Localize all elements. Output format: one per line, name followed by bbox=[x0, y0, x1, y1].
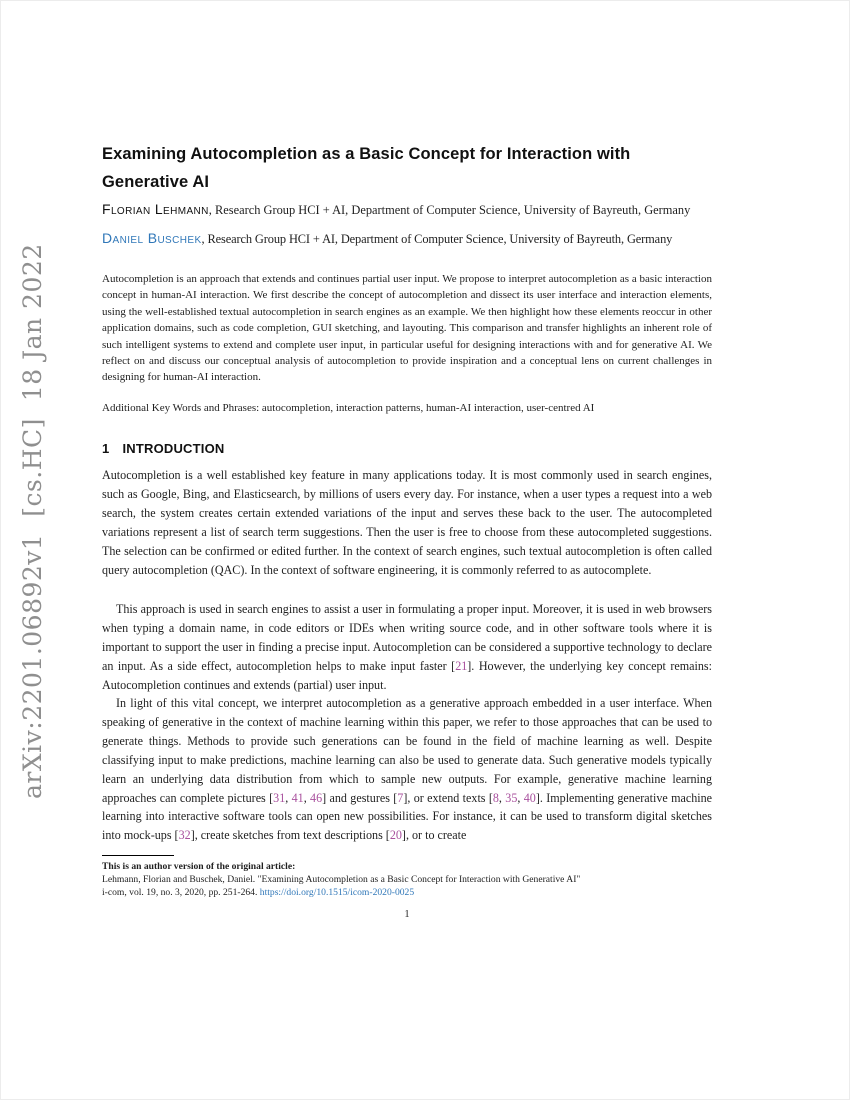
doi-link[interactable]: https://doi.org/10.1515/icom-2020-0025 bbox=[259, 887, 415, 898]
author-affiliation-separator: , bbox=[208, 203, 215, 217]
intro-paragraph-2: This approach is used in search engines to assist a user in formulating a proper input. Moreover, it is used in web browsers when typing a domain name, in code editors or IDEs when writing source code, and in other software tools where it is important to support the user in finding a precise input. Autocompletion can be considered a supportive technology to declare an input. As a side effect, autocompletion helps to make input faster [21]. However, the underlying key concept remains: Autocompletion continues and extends (partial) user input. bbox=[102, 602, 712, 692]
abstract-text: Autocompletion is an approach that extends and continues partial user input. We propose to interpret autocompletion as a basic interaction concept in human-AI interaction. We first describe the concept of autocompletion and dissect its user interface and interaction elements, using the well-established textual autocompletion in search engines as an example. We then highlight how these elements reoccur in other application domains, such as code completion, GUI sketching, and layouting. This comparison and transfer highlights an inherent role of such intelligent systems to extend and complete user input, in particular useful for designing interactions with and for generative AI. We reflect on and discuss our conceptual analysis of autocompletion to provide inspiration and a conceptual lens on current challenges in designing for human-AI interaction. bbox=[102, 273, 712, 384]
footnote-source-text: i-com, vol. 19, no. 3, 2020, pp. 251-264. bbox=[102, 887, 260, 898]
paper-title: Examining Autocompletion as a Basic Concept for Interaction with Generative AI bbox=[102, 145, 631, 191]
arxiv-watermark: arXiv:2201.06892v1 [cs.HC] 18 Jan 2022 bbox=[18, 243, 47, 799]
section-number: 1 bbox=[102, 441, 110, 456]
author-block bbox=[102, 197, 712, 251]
keywords-label: Additional Key Words and Phrases: bbox=[102, 402, 260, 414]
citation-link[interactable]: 35 bbox=[505, 790, 518, 805]
keywords-list: autocompletion, interaction patterns, human-AI interaction, user-centred AI bbox=[259, 402, 595, 414]
author-affiliation-separator: , bbox=[201, 232, 208, 246]
citation-link[interactable]: 32 bbox=[178, 828, 191, 843]
section-heading-introduction bbox=[102, 441, 712, 456]
footnote-divider bbox=[102, 855, 174, 856]
intro-paragraph-3: In light of this vital concept, we interpret autocompletion as a generative approach embedded in a user interface. When speaking of generative in the context of machine learning within this paper, we refer to those approaches that can be used to generate things. Methods to provide such generations can be found in the field of machine learning as well. Despite classifying input to make predictions, machine learning can also be used to generate data. Such generative models typically learn an underlying data distribution from which to sample new outputs. For example, generative machine learning approaches can complete pictures [31, 41, 46] and gestures [7], or extend texts [8, 35, 40]. Implementing generative machine learning into interactive software tools can open new possibilities. For instance, it can be used to transform digital sketches into mock-ups [32], create sketches from text descriptions [20], or to create bbox=[102, 696, 713, 843]
citation-link[interactable]: 8 bbox=[492, 790, 499, 805]
section-title: INTRODUCTION bbox=[122, 441, 225, 456]
citation-link[interactable]: 31 bbox=[273, 790, 286, 805]
author-affiliation-1: Research Group HCI + AI, Department of Computer Science, University of Bayreuth, Germany bbox=[215, 203, 691, 217]
footnote-citation-line: Lehmann, Florian and Buschek, Daniel. "Examining Autocompletion as a Basic Concept for Interaction with Generative AI" bbox=[102, 874, 581, 885]
citation-link[interactable]: 21 bbox=[455, 658, 468, 673]
author-name-florian-lehmann: Florian Lehmann bbox=[102, 201, 209, 217]
intro-paragraph-1: Autocompletion is a well established key feature in many applications today. It is most commonly used in search engines, such as Google, Bing, and Elasticsearch, by millions of users every day. For instance, when a user types a request into a web search, the system creates certain extended variations of the input and serves these back to the user. The autocompleted variations represent a list of search term suggestions. Then the user is free to choose from these autocompleted suggestions. The selection can be confirmed or edited further. In the context of search engines, such textual autocompletion is often called query autocompletion (QAC). In the context of software engineering, it is commonly referred to as autocomplete. bbox=[102, 468, 712, 577]
page-number: 1 bbox=[404, 909, 410, 920]
author-affiliation-2: Research Group HCI + AI, Department of Computer Science, University of Bayreuth, Germany bbox=[207, 232, 673, 246]
keywords-line bbox=[102, 400, 712, 416]
footnote-bold-line: This is an author version of the original article: bbox=[102, 861, 296, 872]
author-entry-2 bbox=[102, 226, 712, 251]
author-name-daniel-buschek[interactable]: Daniel Buschek bbox=[102, 230, 202, 246]
citation-link[interactable]: 46 bbox=[310, 790, 323, 805]
citation-link[interactable]: 20 bbox=[389, 828, 402, 843]
citation-link[interactable]: 41 bbox=[291, 790, 304, 805]
citation-link[interactable]: 40 bbox=[523, 790, 536, 805]
footnote-source-line bbox=[102, 886, 712, 899]
citation-link[interactable]: 7 bbox=[397, 790, 404, 805]
footnote-block bbox=[102, 855, 712, 899]
author-entry-1 bbox=[102, 197, 712, 222]
